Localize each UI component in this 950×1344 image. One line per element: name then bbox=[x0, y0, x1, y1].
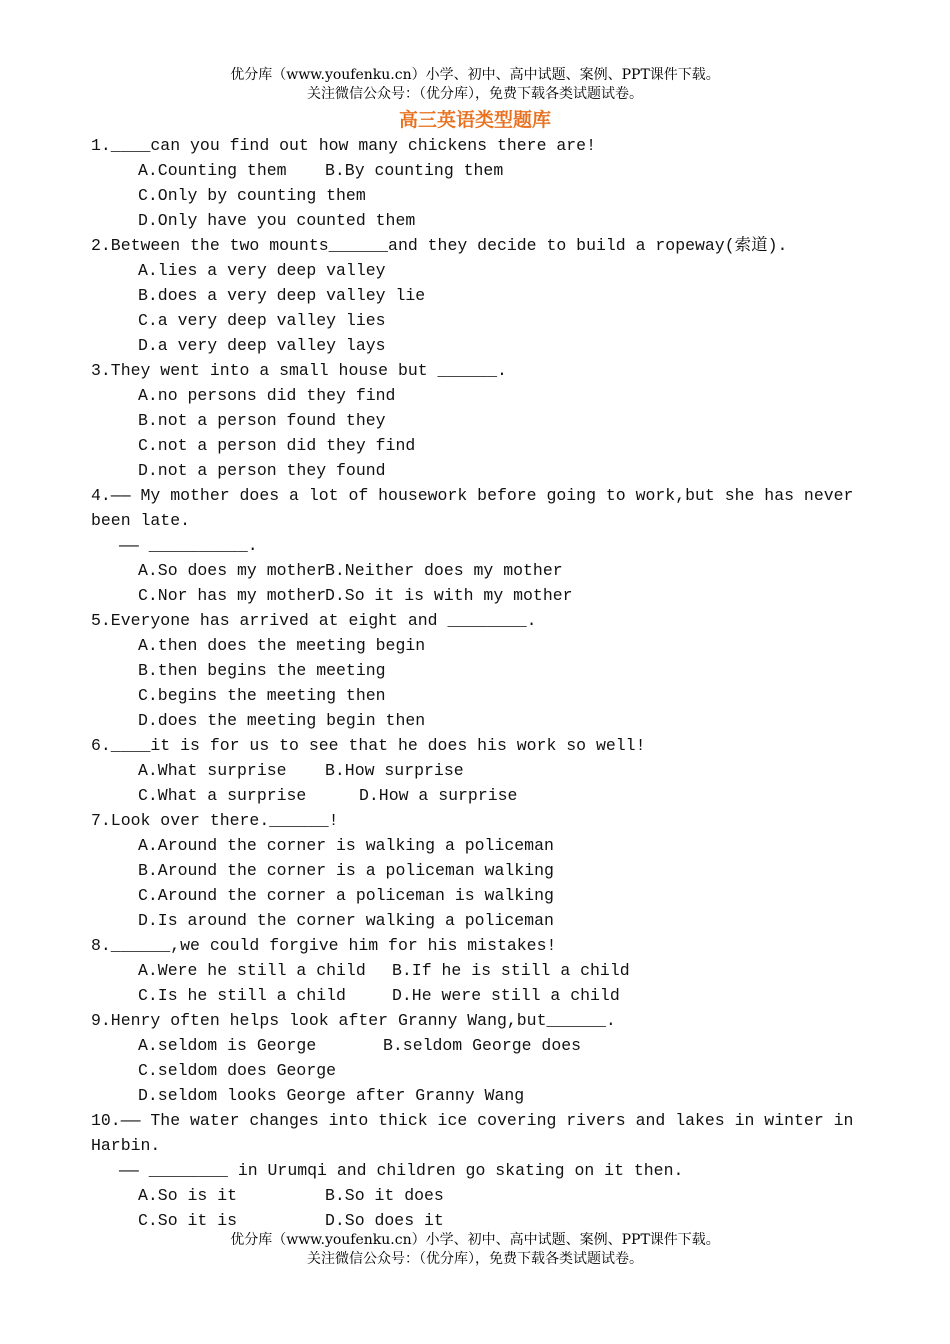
option-row bbox=[91, 1033, 861, 1058]
option-a: A.What surprise bbox=[138, 761, 287, 780]
option-d: D.Is around the corner walking a policeman bbox=[138, 911, 554, 930]
option-c: C.not a person did they find bbox=[138, 436, 416, 455]
option-a: A.then does the meeting begin bbox=[138, 636, 426, 655]
option-row bbox=[91, 983, 861, 1008]
option-c: C.What a surprise bbox=[138, 786, 307, 805]
option-c: C.Only by counting them bbox=[138, 186, 366, 205]
option-row bbox=[91, 583, 861, 608]
option-c: C.Nor has my mother bbox=[138, 586, 327, 605]
footer-line-2: 关注微信公众号：（优分库），免费下载各类试题试卷。 bbox=[307, 1251, 643, 1267]
option-b: B.So it does bbox=[325, 1186, 444, 1205]
option-b: B.seldom George does bbox=[383, 1036, 582, 1055]
question-stem: 6.____it is for us to see that he does his work so well! bbox=[91, 736, 646, 755]
option-b: B.Neither does my mother bbox=[325, 561, 563, 580]
option-c: C.begins the meeting then bbox=[138, 686, 386, 705]
question-stem: 10.—— The water changes into thick ice covering rivers and lakes in winter in Harbin. bbox=[91, 1111, 864, 1155]
option-d: D.seldom looks George after Granny Wang bbox=[138, 1086, 525, 1105]
option-a: A.Counting them bbox=[138, 161, 287, 180]
page-title: 高三英语类型题库 bbox=[398, 109, 551, 131]
option-row bbox=[91, 1208, 861, 1233]
option-c: C.Around the corner a policeman is walking bbox=[138, 886, 554, 905]
question-stem: 2.Between the two mounts______and they decide to build a ropeway(索道). bbox=[91, 236, 788, 255]
footer-line-1: 优分库（www.youfenku.cn）小学、初中、高中试题、案例、PPT课件下载。 bbox=[230, 1232, 720, 1248]
option-c: C.Is he still a child bbox=[138, 986, 346, 1005]
header-line-2: 关注微信公众号：（优分库），免费下载各类试题试卷。 bbox=[307, 86, 643, 102]
option-c: C.seldom does George bbox=[138, 1061, 337, 1080]
option-d: D.does the meeting begin then bbox=[138, 711, 426, 730]
option-a: A.no persons did they find bbox=[138, 386, 396, 405]
option-d: D.So it is with my mother bbox=[325, 586, 573, 605]
option-a: A.So does my mother bbox=[138, 561, 327, 580]
dialogue-reply: —— ________ in Urumqi and children go skating on it then. bbox=[119, 1161, 684, 1180]
option-row bbox=[91, 558, 861, 583]
option-a: A.Around the corner is walking a policeman bbox=[138, 836, 554, 855]
option-d: D.not a person they found bbox=[138, 461, 386, 480]
option-a: A.So is it bbox=[138, 1186, 238, 1205]
question-stem: 9.Henry often helps look after Granny Wang,but______. bbox=[91, 1011, 616, 1030]
option-d: D.So does it bbox=[325, 1211, 444, 1230]
option-c: C.a very deep valley lies bbox=[138, 311, 386, 330]
option-row bbox=[91, 158, 861, 183]
option-b: B.If he is still a child bbox=[392, 961, 630, 980]
option-b: B.By counting them bbox=[325, 161, 504, 180]
option-d: D.He were still a child bbox=[392, 986, 620, 1005]
option-a: A.Were he still a child bbox=[138, 961, 366, 980]
question-stem: 1.____can you find out how many chickens there are! bbox=[91, 136, 596, 155]
option-b: B.Around the corner is a policeman walking bbox=[138, 861, 554, 880]
option-d: D.a very deep valley lays bbox=[138, 336, 386, 355]
option-a: A.lies a very deep valley bbox=[138, 261, 386, 280]
option-b: B.How surprise bbox=[325, 761, 464, 780]
question-stem: 7.Look over there.______! bbox=[91, 811, 339, 830]
question-stem: 8.______,we could forgive him for his mistakes! bbox=[91, 936, 557, 955]
option-b: B.does a very deep valley lie bbox=[138, 286, 426, 305]
question-stem: 4.—— My mother does a lot of housework before going to work,but she has never been late. bbox=[91, 486, 864, 530]
option-d: D.Only have you counted them bbox=[138, 211, 416, 230]
page-header bbox=[0, 66, 950, 104]
option-row bbox=[91, 958, 861, 983]
question-stem: 3.They went into a small house but ______. bbox=[91, 361, 507, 380]
option-d: D.How a surprise bbox=[359, 786, 518, 805]
question-stem: 5.Everyone has arrived at eight and ________. bbox=[91, 611, 537, 630]
option-c: C.So it is bbox=[138, 1211, 238, 1230]
option-row bbox=[91, 783, 861, 808]
option-b: B.then begins the meeting bbox=[138, 661, 386, 680]
option-b: B.not a person found they bbox=[138, 411, 386, 430]
page-footer bbox=[0, 1231, 950, 1269]
header-line-1: 优分库（www.youfenku.cn）小学、初中、高中试题、案例、PPT课件下载。 bbox=[230, 67, 720, 83]
option-a: A.seldom is George bbox=[138, 1036, 317, 1055]
question-list bbox=[91, 133, 864, 1233]
option-row bbox=[91, 758, 861, 783]
option-row bbox=[91, 1183, 861, 1208]
dialogue-reply: —— __________. bbox=[119, 536, 258, 555]
